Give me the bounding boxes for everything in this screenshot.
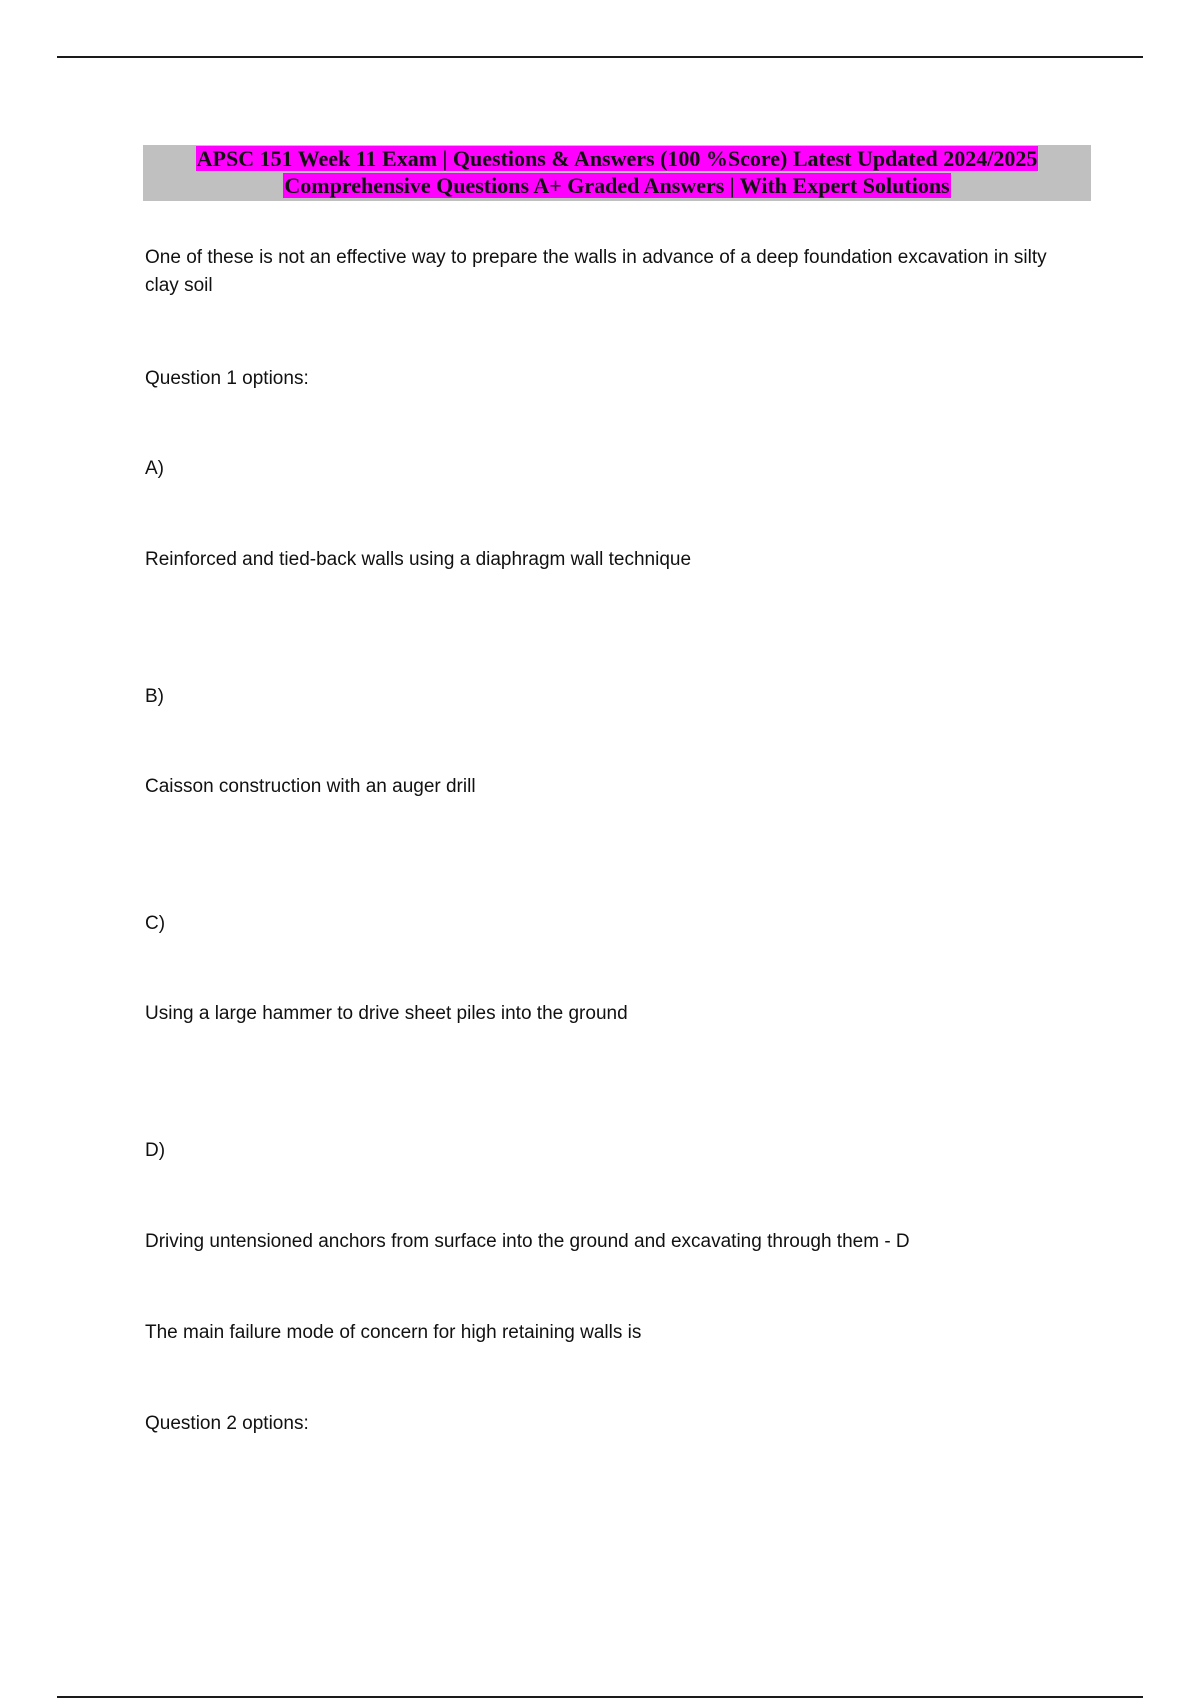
document-title-line-1: APSC 151 Week 11 Exam | Questions & Answers (100 %Score) Latest Updated 2024/2025 bbox=[196, 146, 1038, 171]
option-a-letter: A) bbox=[145, 458, 164, 479]
option-a-text: Reinforced and tied-back walls using a diaphragm wall technique bbox=[145, 549, 692, 570]
option-d-letter: D) bbox=[145, 1140, 166, 1161]
header-rule bbox=[57, 56, 1143, 58]
option-b-text: Caisson construction with an auger drill bbox=[145, 776, 476, 797]
footer-rule bbox=[57, 1696, 1143, 1698]
document-title-box bbox=[143, 145, 1091, 201]
question-1-options-label: Question 1 options: bbox=[145, 368, 309, 389]
question-1-prompt: One of these is not an effective way to prepare the walls in advance of a deep foundation excavation in silty clay soil bbox=[145, 247, 1047, 296]
option-b-letter: B) bbox=[145, 686, 164, 707]
question-2-prompt: The main failure mode of concern for high retaining walls is bbox=[145, 1322, 642, 1343]
option-c-letter: C) bbox=[145, 913, 166, 934]
option-c-text: Using a large hammer to drive sheet piles into the ground bbox=[145, 1003, 628, 1024]
option-d-text: Driving untensioned anchors from surface into the ground and excavating through them - D bbox=[145, 1231, 910, 1252]
document-title-line-2: Comprehensive Questions A+ Graded Answers | With Expert Solutions bbox=[284, 173, 950, 198]
question-2-options-label: Question 2 options: bbox=[145, 1413, 309, 1434]
